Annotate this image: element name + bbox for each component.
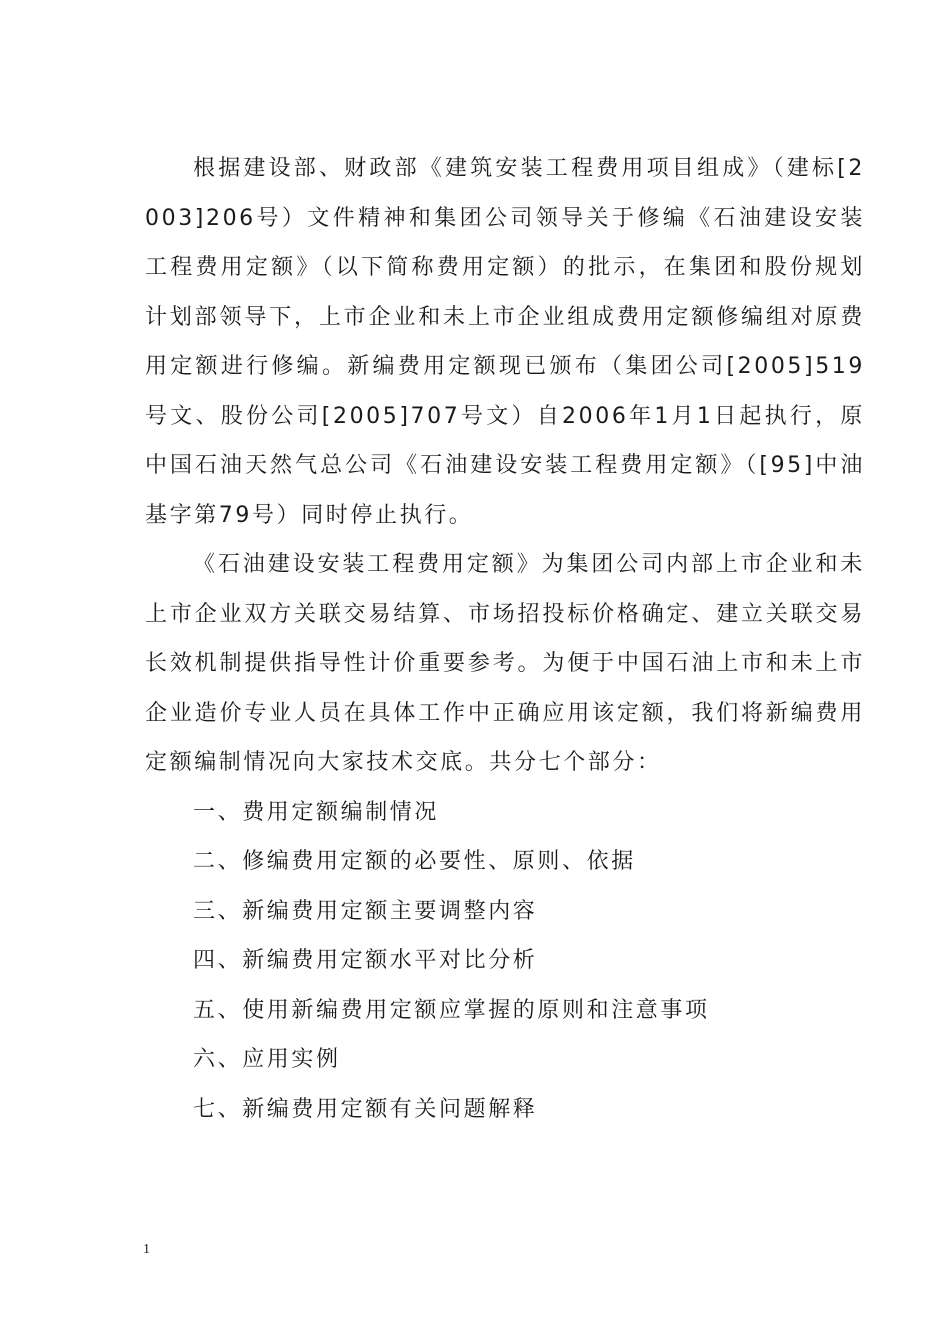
section-item: 三、新编费用定额主要调整内容: [193, 898, 538, 924]
page-number: 1: [143, 1242, 150, 1257]
section-list: [145, 788, 865, 1135]
section-item: 二、修编费用定额的必要性、原则、依据: [193, 849, 636, 875]
document-body: [145, 144, 865, 1135]
paragraph-intro: 根据建设部、财政部《建筑安装工程费用项目组成》（建标[2003]206号）文件精神和集团公司领导关于修编《石油建设安装工程费用定额》（以下简称费用定额）的批示，在集团和股份规划计划部领导下，上市企业和未上市企业组成费用定额修编组对原费用定额进行修编。新编费用定额现已颁布（集团公司[2005]519号文、股份公司[2005]707号文）自2006年1月1日起执行，原中国石油天然气总公司《石油建设安装工程费用定额》（[95]中油基字第79号）同时停止执行。: [145, 156, 865, 528]
section-item: 六、应用实例: [193, 1047, 341, 1073]
paragraph-purpose: 《石油建设安装工程费用定额》为集团公司内部上市企业和未上市企业双方关联交易结算、市场招投标价格确定、建立关联交易长效机制提供指导性计价重要参考。为便于中国石油上市和未上市企业造价专业人员在具体工作中正确应用该定额，我们将新编费用定额编制情况向大家技术交底。共分七个部分：: [145, 552, 865, 775]
section-item: 一、费用定额编制情况: [193, 799, 440, 825]
section-item: 四、新编费用定额水平对比分析: [193, 948, 538, 974]
section-item: 五、使用新编费用定额应掌握的原则和注意事项: [193, 997, 710, 1023]
section-item: 七、新编费用定额有关问题解释: [193, 1097, 538, 1123]
